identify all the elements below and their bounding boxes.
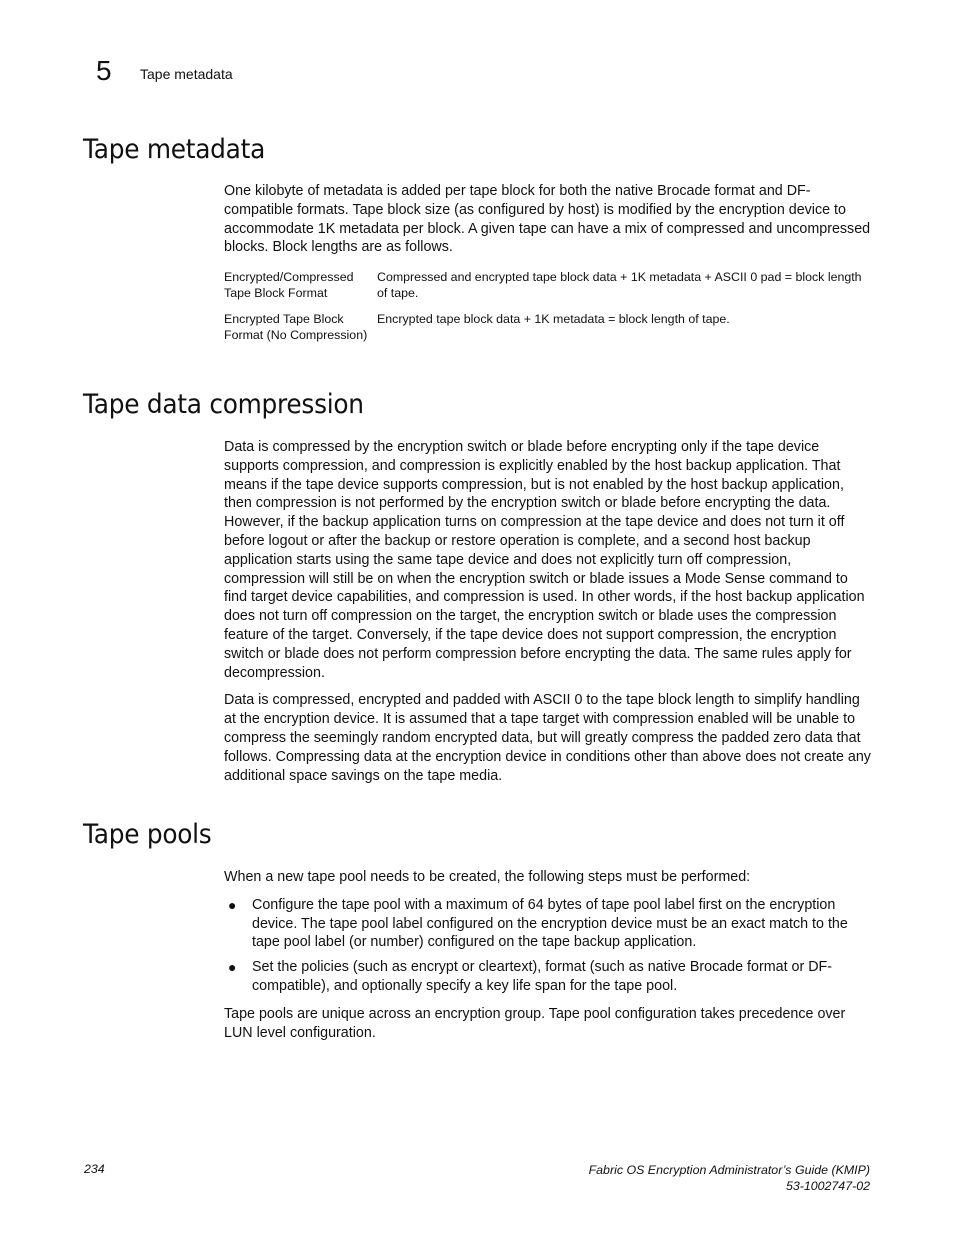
block-format-table: [224, 269, 872, 353]
table-row: [224, 269, 872, 311]
bullet-list: [224, 896, 872, 996]
section-body-tape-metadata: [224, 182, 872, 353]
list-item-text: Configure the tape pool with a maximum of 64 bytes of tape pool label first on the encryption device. The tape pool label configured on the encryption device must be an exact match to the tape pool label (or number) configured on the tape backup application.: [252, 896, 848, 951]
table-definition: Encrypted tape block data + 1K metadata = block length of tape.: [377, 312, 730, 327]
page-number: 234: [84, 1162, 105, 1176]
paragraph: Data is compressed, encrypted and padded with ASCII 0 to the tape block length to simplify handling at the encryption device. It is assumed that a tape target with compression enabled will be unable to compress the seemingly random encrypted data, but will greatly compress the padded zero data that follows. Compressing data at the encryption device in conditions other than above does not create any additional space savings on the tape media.: [224, 692, 871, 784]
paragraph: Tape pools are unique across an encryption group. Tape pool configuration takes precedence over LUN level configuration.: [224, 1005, 846, 1041]
footer-doc-title: Fabric OS Encryption Administrator’s Guide (KMIP): [588, 1163, 870, 1177]
section-heading-tape-data-compression: Tape data compression: [83, 389, 364, 420]
list-item-text: Set the policies (such as encrypt or cleartext), format (such as native Brocade format or DF-compatible), and optionally specify a key life span for the tape pool.: [252, 959, 833, 994]
chapter-title: Tape metadata: [140, 66, 233, 82]
paragraph: When a new tape pool needs to be created, the following steps must be performed:: [224, 869, 751, 885]
footer-doc-info: [589, 1162, 870, 1194]
footer-doc-number: 53-1002747-02: [785, 1179, 870, 1193]
section-body-tape-pools: [224, 868, 872, 1042]
table-term: Encrypted Tape Block Format (No Compression): [224, 312, 368, 343]
bullet-icon: ●: [228, 896, 237, 913]
table-row: [224, 311, 872, 353]
section-body-tape-data-compression: [224, 438, 872, 785]
bullet-icon: ●: [228, 959, 237, 976]
list-item: [224, 896, 872, 952]
chapter-number: 5: [96, 55, 112, 86]
paragraph: Data is compressed by the encryption switch or blade before encrypting only if the tape device supports compression, and compression is explicitly enabled by the host backup application. That means if the tape device supports compression, but is not enabled by the host backup application, then compression is not performed by the encryption switch or blade before encrypting the data. However, if the backup application turns on compression at the tape device and does not turn it off before logout or after the backup or restore operation is complete, and a second host backup application starts using the same tape device and does not explicitly turn off compression, compression will still be on when the encryption switch or blade issues a Mode Sense command to find target device capabilities, and compression is used. In other words, if the host backup application does not turn off compression on the target, the encryption switch or blade uses the compression feature of the target. Conversely, if the tape device does not support compression, the encryption switch or blade does not perform compression before encrypting the data. The same rules apply for decompression.: [224, 439, 865, 681]
list-item: [224, 958, 872, 996]
table-definition: Compressed and encrypted tape block data + 1K metadata + ASCII 0 pad = block length of tape.: [377, 270, 862, 301]
section-heading-tape-metadata: Tape metadata: [83, 134, 266, 165]
paragraph: One kilobyte of metadata is added per tape block for both the native Brocade format and DF-compatible formats. Tape block size (as configured by host) is modified by the encryption device to accommodate 1K metadata per block. A given tape can have a mix of compressed and uncompressed blocks. Block lengths are as follows.: [224, 183, 871, 256]
table-term: Encrypted/Compressed Tape Block Format: [224, 270, 354, 301]
section-heading-tape-pools: Tape pools: [83, 819, 212, 850]
